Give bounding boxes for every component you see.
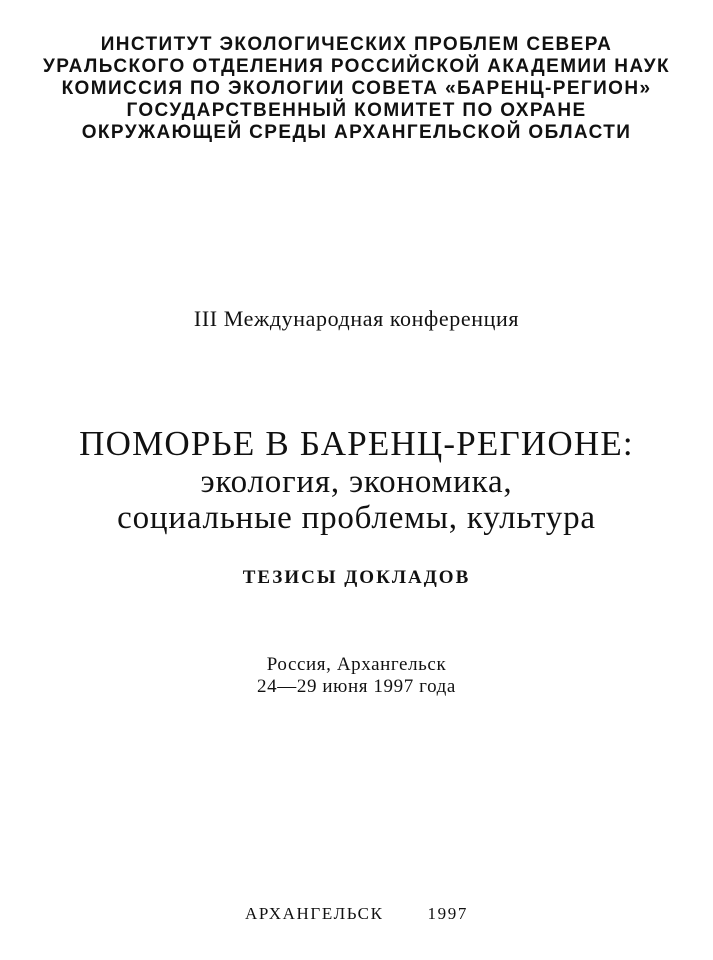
- main-title: ПОМОРЬЕ В БАРЕНЦ-РЕГИОНЕ:: [79, 424, 634, 463]
- footer-year: 1997: [427, 904, 468, 923]
- institution-line: УРАЛЬСКОГО ОТДЕЛЕНИЯ РОССИЙСКОЙ АКАДЕМИИ НАУК: [43, 56, 670, 77]
- dates: 24—29 июня 1997 года: [257, 676, 456, 697]
- subtitle-line-2: социальные проблемы, культура: [117, 500, 596, 536]
- subtitle-line-1: экология, экономика,: [200, 464, 513, 500]
- institution-line: КОМИССИЯ ПО ЭКОЛОГИИ СОВЕТА «БАРЕНЦ-РЕГИОН»: [61, 78, 652, 99]
- institution-line: ИНСТИТУТ ЭКОЛОГИЧЕСКИХ ПРОБЛЕМ СЕВЕРА: [100, 34, 613, 55]
- place: Россия, Архангельск: [266, 654, 447, 675]
- title-block: [0, 424, 713, 536]
- institutions-block: [0, 34, 713, 144]
- footer-city: АРХАНГЕЛЬСК: [245, 904, 384, 923]
- conference-label: III Международная конференция: [193, 306, 520, 331]
- institution-line: ГОСУДАРСТВЕННЫЙ КОМИТЕТ ПО ОХРАНЕ: [126, 100, 587, 121]
- institution-line: ОКРУЖАЮЩЕЙ СРЕДЫ АРХАНГЕЛЬСКОЙ ОБЛАСТИ: [81, 122, 632, 143]
- theses-label: ТЕЗИСЫ ДОКЛАДОВ: [242, 567, 471, 588]
- footer-imprint: [0, 904, 713, 924]
- place-date-block: [0, 654, 713, 698]
